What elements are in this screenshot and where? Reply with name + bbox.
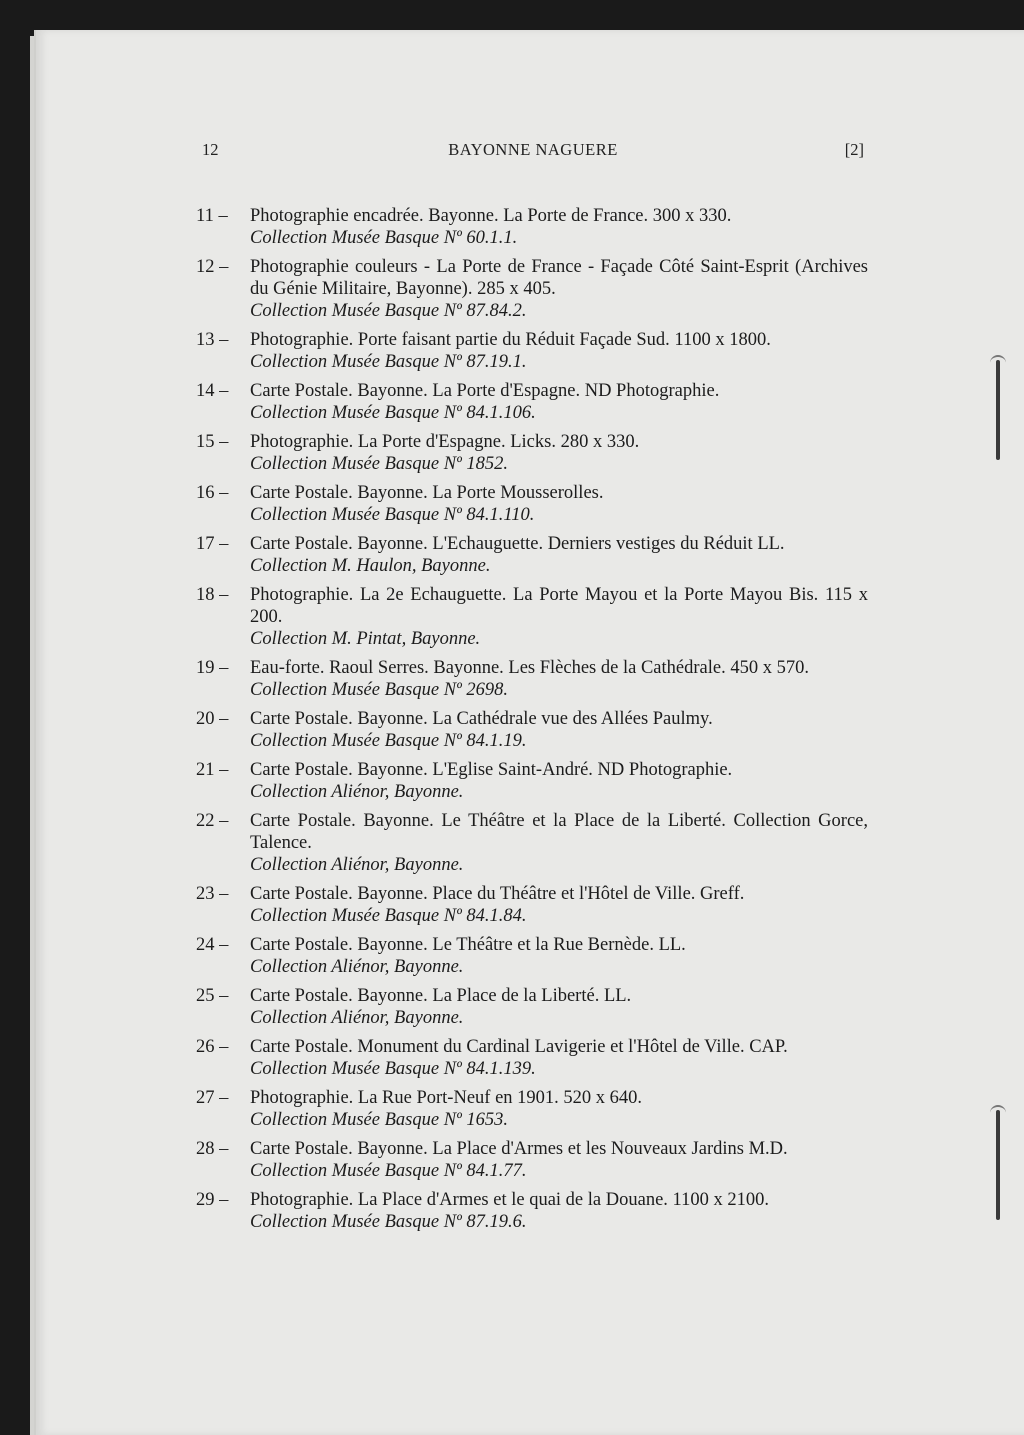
entry-collection: Collection Musée Basque Nº 87.19.1. [250, 352, 527, 372]
entry-description: Carte Postale. Bayonne. La Porte d'Espagne. ND Photographie. [250, 381, 720, 401]
page-number: 12 [202, 140, 219, 159]
entry-number: 18 – [196, 585, 229, 605]
entry-number: 15 – [196, 432, 229, 452]
entry-description: Photographie couleurs - La Porte de France - Façade Côté Saint-Esprit (Archives du Génie Militaire, Bayonne). 285 x 405. [250, 257, 868, 299]
entry-number: 13 – [196, 330, 229, 350]
entry-number: 29 – [196, 1190, 229, 1210]
running-head [202, 140, 864, 162]
entry-collection: Collection Musée Basque Nº 1852. [250, 454, 509, 474]
catalogue-entry [196, 256, 868, 322]
entry-description: Carte Postale. Bayonne. L'Echauguette. Derniers vestiges du Réduit LL. [250, 534, 785, 554]
entry-number: 14 – [196, 381, 229, 401]
entry-description: Carte Postale. Bayonne. La Place de la Liberté. LL. [250, 986, 632, 1006]
staple-top-cap [990, 355, 1006, 363]
catalogue-entry [196, 883, 868, 927]
catalogue-entry [196, 482, 868, 526]
running-title: BAYONNE NAGUERE [448, 140, 618, 159]
entry-description: Carte Postale. Bayonne. Place du Théâtre et l'Hôtel de Ville. Greff. [250, 884, 745, 904]
entry-description: Carte Postale. Bayonne. La Porte Mousserolles. [250, 483, 604, 503]
entry-collection: Collection Musée Basque Nº 84.1.84. [250, 906, 527, 926]
entry-number: 12 – [196, 257, 229, 277]
entry-number: 11 – [196, 206, 228, 226]
entry-number: 24 – [196, 935, 229, 955]
entry-collection: Collection M. Pintat, Bayonne. [250, 629, 481, 649]
entry-collection: Collection Musée Basque Nº 84.1.110. [250, 505, 535, 525]
entry-description: Carte Postale. Bayonne. L'Eglise Saint-André. ND Photographie. [250, 760, 733, 780]
staple-bottom-cap [990, 1105, 1006, 1113]
entry-number: 22 – [196, 811, 229, 831]
entry-description: Photographie. La Rue Port-Neuf en 1901. 520 x 640. [250, 1088, 643, 1108]
entry-collection: Collection Musée Basque Nº 60.1.1. [250, 228, 518, 248]
entry-collection: Collection Musée Basque Nº 84.1.139. [250, 1059, 536, 1079]
entry-collection: Collection Musée Basque Nº 1653. [250, 1110, 509, 1130]
catalogue-entry [196, 657, 868, 701]
entry-description: Carte Postale. Bayonne. Le Théâtre et la Rue Bernède. LL. [250, 935, 686, 955]
entry-collection: Collection Aliénor, Bayonne. [250, 1008, 464, 1028]
entry-number: 23 – [196, 884, 229, 904]
entry-description: Photographie. Porte faisant partie du Réduit Façade Sud. 1100 x 1800. [250, 330, 771, 350]
entry-collection: Collection Musée Basque Nº 84.1.106. [250, 403, 536, 423]
entry-description: Carte Postale. Bayonne. La Place d'Armes et les Nouveaux Jardins M.D. [250, 1139, 788, 1159]
staple-bottom [996, 1110, 1000, 1220]
entry-number: 20 – [196, 709, 229, 729]
entry-collection: Collection Aliénor, Bayonne. [250, 782, 464, 802]
entry-collection: Collection Musée Basque Nº 84.1.19. [250, 731, 527, 751]
section-marker: [2] [844, 140, 864, 159]
catalogue-entry [196, 584, 868, 650]
catalogue-entry [196, 1087, 868, 1131]
entry-collection: Collection Aliénor, Bayonne. [250, 855, 464, 875]
catalogue-entry [196, 205, 868, 249]
entry-number: 26 – [196, 1037, 229, 1057]
catalogue-entry [196, 1138, 868, 1182]
catalogue-entry [196, 329, 868, 373]
entry-number: 21 – [196, 760, 229, 780]
entry-description: Photographie encadrée. Bayonne. La Porte de France. 300 x 330. [250, 206, 732, 226]
catalogue-entry [196, 708, 868, 752]
entry-description: Photographie. La 2e Echauguette. La Porte Mayou et la Porte Mayou Bis. 115 x 200. [250, 585, 868, 627]
entry-number: 19 – [196, 658, 229, 678]
catalogue-entry [196, 759, 868, 803]
entry-description: Carte Postale. Bayonne. Le Théâtre et la Place de la Liberté. Collection Gorce, Talence. [250, 811, 868, 853]
entry-description: Photographie. La Porte d'Espagne. Licks. 280 x 330. [250, 432, 640, 452]
entry-description: Eau-forte. Raoul Serres. Bayonne. Les Flèches de la Cathédrale. 450 x 570. [250, 658, 809, 678]
catalogue-entry [196, 985, 868, 1029]
entry-number: 16 – [196, 483, 229, 503]
entry-collection: Collection M. Haulon, Bayonne. [250, 556, 491, 576]
catalogue-entry [196, 380, 868, 424]
entry-collection: Collection Musée Basque Nº 87.84.2. [250, 301, 527, 321]
catalogue-entry [196, 1189, 868, 1233]
catalogue-entry [196, 810, 868, 876]
catalogue-list [196, 205, 868, 1240]
catalogue-entry [196, 431, 868, 475]
entry-description: Carte Postale. Bayonne. La Cathédrale vue des Allées Paulmy. [250, 709, 713, 729]
entry-number: 17 – [196, 534, 229, 554]
catalogue-entry [196, 934, 868, 978]
entry-number: 25 – [196, 986, 229, 1006]
catalogue-entry [196, 533, 868, 577]
staple-top [996, 360, 1000, 460]
entry-collection: Collection Aliénor, Bayonne. [250, 957, 464, 977]
entry-description: Photographie. La Place d'Armes et le quai de la Douane. 1100 x 2100. [250, 1190, 769, 1210]
catalogue-entry [196, 1036, 868, 1080]
entry-collection: Collection Musée Basque Nº 84.1.77. [250, 1161, 527, 1181]
entry-number: 27 – [196, 1088, 229, 1108]
entry-description: Carte Postale. Monument du Cardinal Lavigerie et l'Hôtel de Ville. CAP. [250, 1037, 788, 1057]
entry-collection: Collection Musée Basque Nº 87.19.6. [250, 1212, 527, 1232]
entry-collection: Collection Musée Basque Nº 2698. [250, 680, 509, 700]
entry-number: 28 – [196, 1139, 229, 1159]
